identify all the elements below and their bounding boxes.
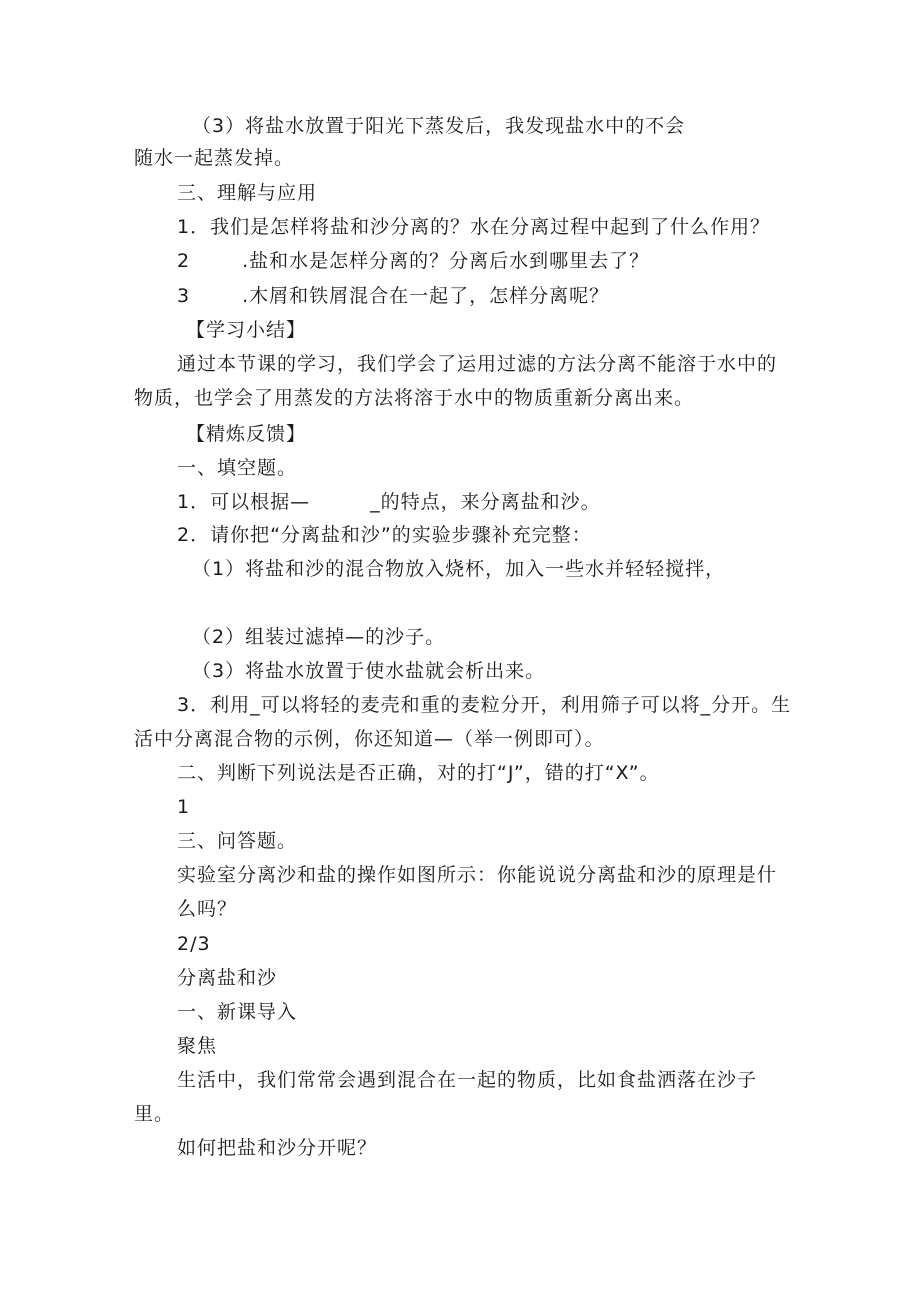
paragraph-line: 里。 — [134, 1103, 175, 1125]
subsection-heading: 二、判断下列说法是否正确，对的打“J”，错的打“X”。 — [177, 762, 660, 784]
text-line: （3）将盐水放置于阳光下蒸发后，我发现盐水中的不会 — [192, 115, 686, 137]
question-number: 3 — [177, 285, 191, 307]
question-line: 么吗？ — [177, 898, 238, 920]
question-number: 2 — [177, 250, 191, 272]
paragraph-line: 如何把盐和沙分开呢？ — [177, 1137, 378, 1159]
text-line: 随水一起蒸发掉。 — [134, 147, 295, 169]
question-line — [177, 249, 649, 273]
section-heading: 【学习小结】 — [186, 319, 307, 341]
page-number: 2/3 — [177, 933, 211, 955]
section-heading: 【精炼反馈】 — [186, 423, 307, 445]
subsection-heading: 三、问答题。 — [177, 830, 298, 852]
item-number: 1 — [177, 796, 191, 818]
paragraph-line: 物质，也学会了用蒸发的方法将溶于水中的物质重新分离出来。 — [134, 387, 695, 409]
section-heading: 三、理解与应用 — [177, 182, 318, 204]
question-line: 1．可以根据— _的特点，来分离盐和沙。 — [177, 491, 601, 513]
subsection-heading: 聚焦 — [177, 1035, 218, 1057]
question-line: 活中分离混合物的示例，你还知道—（举一例即可）。 — [134, 728, 605, 750]
step-line: （3）将盐水放置于使水盐就会析出来。 — [192, 660, 546, 682]
question-line: 3．利用_可以将轻的麦壳和重的麦粒分开，利用筛子可以将_分开。生 — [177, 694, 792, 716]
step-line: （2）组装过滤掉—的沙子。 — [192, 626, 446, 648]
step-line: （1）将盐和沙的混合物放入烧杯，加入一些水并轻轻搅拌， — [192, 558, 726, 580]
section-heading: 一、新课导入 — [177, 1001, 298, 1023]
question-line — [177, 284, 609, 308]
question-line: 实验室分离沙和盐的操作如图所示：你能说说分离盐和沙的原理是什 — [177, 864, 778, 886]
question-line: 1．我们是怎样将盐和沙分离的？水在分离过程中起到了什么作用？ — [177, 216, 771, 238]
question-text: .盐和水是怎样分离的？分离后水到哪里去了？ — [242, 250, 650, 272]
page-title: 分离盐和沙 — [177, 967, 278, 989]
paragraph-line: 生活中，我们常常会遇到混合在一起的物质，比如食盐洒落在沙子 — [177, 1069, 758, 1091]
subsection-heading: 一、填空题。 — [177, 457, 298, 479]
question-text: .木屑和铁屑混合在一起了，怎样分离呢？ — [242, 285, 610, 307]
question-line: 2．请你把“分离盐和沙”的实验步骤补充完整： — [177, 524, 592, 546]
paragraph-line: 通过本节课的学习，我们学会了运用过滤的方法分离不能溶于水中的 — [177, 353, 778, 375]
